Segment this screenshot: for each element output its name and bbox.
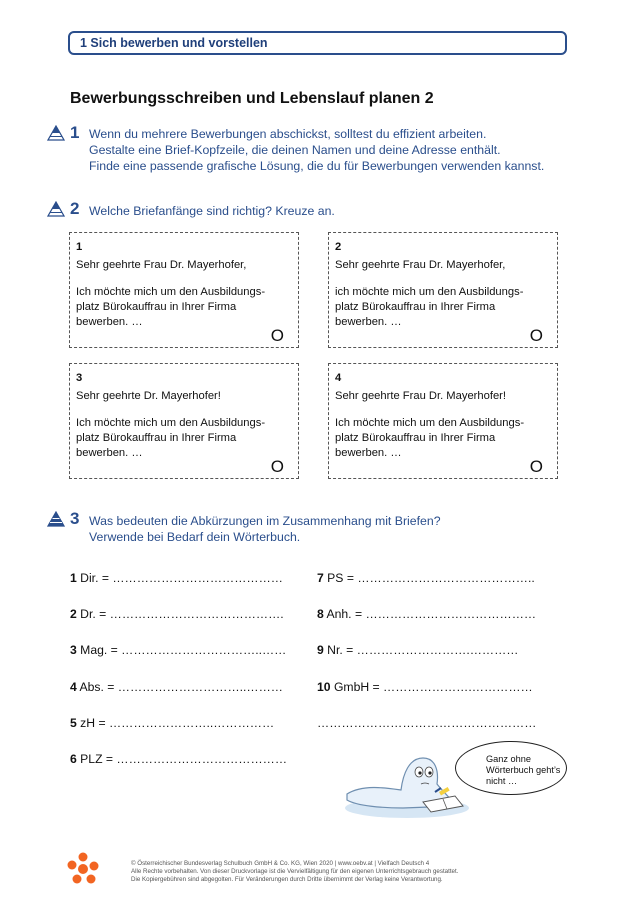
card-body-line: platz Bürokauffrau in Ihrer Firma [335, 301, 496, 313]
abbr-number: 7 [317, 571, 324, 585]
bubble-line: Ganz ohne [486, 754, 531, 764]
abbreviation-item[interactable] [317, 643, 518, 657]
card-body-line: Ich möchte mich um den Ausbildungs- [76, 417, 266, 429]
speech-bubble [455, 741, 567, 795]
task-3-line: Verwende bei Bedarf dein Wörterbuch. [89, 530, 301, 544]
abbreviation-item[interactable] [70, 752, 287, 766]
abbr-number: 2 [70, 607, 77, 621]
abbreviation-item[interactable] [70, 680, 283, 694]
card-body-line: bewerben. … [76, 447, 143, 459]
bubble-line: Wörterbuch geht’s [486, 765, 561, 775]
difficulty-pyramid-icon [47, 125, 65, 141]
task-1-line: Wenn du mehrere Bewerbungen abschickst, solltest du effizient arbeiten. [89, 127, 487, 141]
footer-line: Die Kopiergebühren sind abgegolten. Für Veränderungen durch Dritte übernimmt der Verlag keine Verantwortung. [131, 876, 443, 883]
checkbox-circle[interactable]: O [270, 326, 284, 345]
choice-card-4 [328, 363, 558, 479]
abbreviation-item[interactable] [317, 607, 536, 621]
abbr-number: 8 [317, 607, 324, 621]
card-body [335, 285, 550, 330]
task-3-text [89, 513, 441, 545]
task-1-number: 1 [70, 123, 80, 142]
task-2-text: Welche Briefanfänge sind richtig? Kreuze an. [89, 204, 335, 218]
abbr-text: Dr. = ……………………………………. [80, 607, 284, 621]
card-number: 2 [335, 241, 342, 253]
card-salutation: Sehr geehrte Frau Dr. Mayerhofer, [335, 259, 506, 271]
abbr-text: PS = …………………………………….. [327, 571, 535, 585]
abbreviation-item[interactable] [70, 607, 284, 621]
choice-card-3 [69, 363, 299, 479]
difficulty-pyramid-icon [47, 511, 65, 527]
abbreviation-item[interactable] [70, 643, 286, 657]
abbreviation-item[interactable] [317, 571, 535, 585]
footer-line: © Österreichischer Bundesverlag Schulbuch GmbH & Co. KG, Wien 2020 | www.oebv.at | Vielfach Deutsch 4 [131, 860, 430, 867]
card-body [76, 416, 291, 461]
task-2-number: 2 [70, 199, 80, 218]
abbr-number: 6 [70, 752, 77, 766]
abbreviation-item[interactable] [317, 680, 533, 694]
abbr-number: 4 [70, 680, 77, 694]
abbr-text: Anh. = …………………………………… [326, 607, 537, 621]
bubble-line: nicht … [486, 776, 518, 786]
checkbox-circle[interactable]: O [270, 457, 284, 476]
task-1-line: Gestalte eine Brief-Kopfzeile, die deinen Namen und deine Adresse enthält. [89, 143, 501, 157]
card-body [76, 285, 291, 330]
abbreviation-blank-line[interactable] [317, 716, 536, 730]
abbr-text: zH = ……………………..…………… [80, 716, 275, 730]
difficulty-pyramid-icon [47, 201, 65, 217]
choice-card-1 [69, 232, 299, 348]
card-body-line: platz Bürokauffrau in Ihrer Firma [76, 432, 237, 444]
card-body [335, 416, 550, 461]
abbreviation-item[interactable] [70, 716, 274, 730]
card-body-line: Ich möchte mich um den Ausbildungs- [335, 417, 525, 429]
abbr-text: ……………………………………………… [317, 716, 537, 730]
abbr-text: Abs. = …………………………..……… [79, 680, 283, 694]
card-body-line: bewerben. … [76, 316, 143, 328]
task-1-line: Finde eine passende grafische Lösung, die du für Bewerbungen verwenden kannst. [89, 159, 545, 173]
card-number: 3 [76, 372, 83, 384]
card-salutation: Sehr geehrte Frau Dr. Mayerhofer, [76, 259, 247, 271]
ghost-mascot-illustration [343, 748, 471, 820]
task-3-line: Was bedeuten die Abkürzungen im Zusammenhang mit Briefen? [89, 514, 441, 528]
card-salutation: Sehr geehrte Dr. Mayerhofer! [76, 390, 221, 402]
publisher-logo-icon [66, 852, 100, 886]
card-body-line: platz Bürokauffrau in Ihrer Firma [76, 301, 237, 313]
page-title: Bewerbungsschreiben und Lebenslauf planen 2 [70, 90, 434, 107]
task-1-text [89, 126, 544, 174]
abbr-number: 9 [317, 643, 324, 657]
card-number: 4 [335, 372, 342, 384]
card-number: 1 [76, 241, 83, 253]
choice-card-2 [328, 232, 558, 348]
card-body-line: bewerben. … [335, 316, 402, 328]
card-body-line: Ich möchte mich um den Ausbildungs- [76, 286, 266, 298]
card-body-line: ich möchte mich um den Ausbildungs- [335, 286, 524, 298]
footer-line: Alle Rechte vorbehalten. Von dieser Druckvorlage ist die Vervielfältigung für den eigenen Unterrichtsgebrauch gestattet. [131, 868, 459, 875]
abbr-text: Nr. = ……………………….………… [327, 643, 519, 657]
task-3-number: 3 [70, 509, 80, 528]
footer-copyright [131, 860, 551, 884]
abbreviation-item[interactable] [70, 571, 283, 585]
abbr-text: Mag. = ……………………………..…… [80, 643, 287, 657]
checkbox-circle[interactable]: O [529, 326, 543, 345]
checkbox-circle[interactable]: O [529, 457, 543, 476]
card-body-line: bewerben. … [335, 447, 402, 459]
card-salutation: Sehr geehrte Frau Dr. Mayerhofer! [335, 390, 506, 402]
chapter-title: 1 Sich bewerben und vorstellen [80, 36, 268, 50]
abbr-text: PLZ = …………………………………… [80, 752, 288, 766]
abbr-text: GmbH = ………………….…………… [333, 680, 533, 694]
abbr-number: 10 [317, 680, 331, 694]
abbr-number: 3 [70, 643, 77, 657]
abbr-number: 1 [70, 571, 77, 585]
card-body-line: platz Bürokauffrau in Ihrer Firma [335, 432, 496, 444]
abbr-number: 5 [70, 716, 77, 730]
chapter-header [68, 31, 567, 55]
abbr-text: Dir. = …………………………………… [80, 571, 283, 585]
